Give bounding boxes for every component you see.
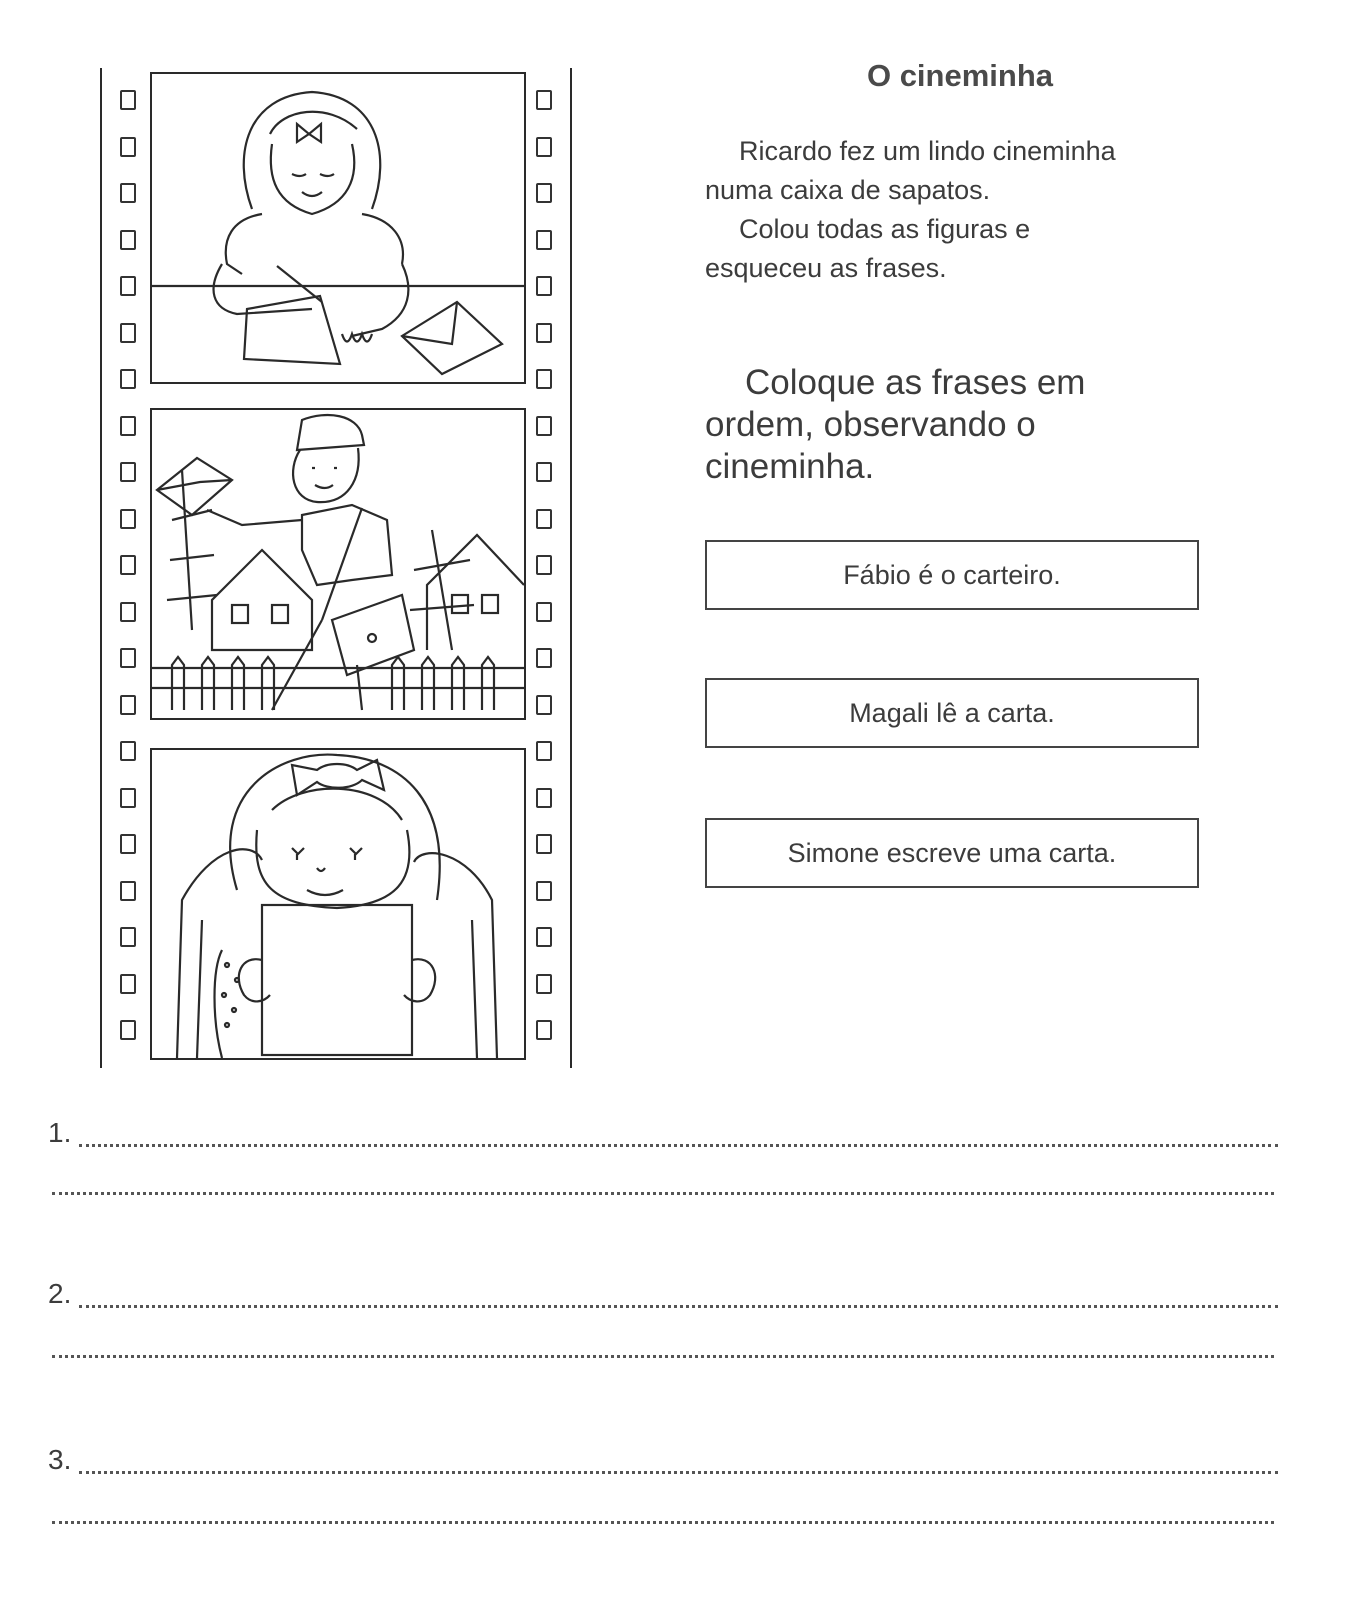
sprocket-column-right: [536, 90, 554, 1067]
sprocket-hole: [536, 1020, 552, 1040]
intro-line: esqueceu as frases.: [705, 253, 947, 283]
sentence-card-magali: Magali lê a carta.: [705, 678, 1199, 748]
sprocket-hole: [120, 602, 136, 622]
sentence-card-simone: Simone escreve uma carta.: [705, 818, 1199, 888]
dotted-line: [79, 1451, 1278, 1474]
answer-line-2-continuation[interactable]: [52, 1355, 1274, 1358]
sprocket-hole: [120, 788, 136, 808]
sprocket-hole: [120, 276, 136, 296]
sprocket-hole: [536, 462, 552, 482]
sprocket-hole: [536, 695, 552, 715]
sprocket-hole: [120, 230, 136, 250]
instruction-label: Coloque as frases em ordem, observando o cineminha.: [705, 363, 1086, 486]
answer-number: 3.: [48, 1444, 72, 1475]
film-frame-girl-writing: [150, 72, 526, 384]
sprocket-hole: [120, 555, 136, 575]
sprocket-hole: [536, 602, 552, 622]
answer-number: 2.: [48, 1278, 72, 1309]
sprocket-hole: [536, 881, 552, 901]
sprocket-hole: [536, 648, 552, 668]
intro-line: numa caixa de sapatos.: [705, 175, 991, 205]
sprocket-hole: [536, 927, 552, 947]
filmstrip: [100, 68, 572, 1068]
sprocket-hole: [536, 788, 552, 808]
answer-line-1[interactable]: [48, 1117, 1278, 1147]
girl-writing-illustration: [152, 74, 524, 382]
worksheet-title: O cineminha: [866, 58, 1054, 93]
answer-number: 1.: [48, 1117, 72, 1148]
mailman-illustration: [152, 410, 524, 718]
sprocket-hole: [536, 555, 552, 575]
sprocket-hole: [120, 648, 136, 668]
film-frame-mailman: [150, 408, 526, 720]
sprocket-hole: [120, 741, 136, 761]
sprocket-hole: [120, 90, 136, 110]
sprocket-hole: [536, 276, 552, 296]
sprocket-hole: [120, 927, 136, 947]
intro-paragraph: [705, 132, 1225, 288]
sprocket-hole: [536, 369, 552, 389]
sprocket-hole: [120, 462, 136, 482]
sprocket-hole: [536, 230, 552, 250]
sprocket-hole: [120, 695, 136, 715]
girl-reading-illustration: [152, 750, 524, 1058]
sprocket-hole: [536, 90, 552, 110]
sprocket-hole: [536, 137, 552, 157]
sprocket-hole: [120, 416, 136, 436]
dotted-line: [79, 1124, 1278, 1147]
sprocket-hole: [120, 183, 136, 203]
sprocket-hole: [120, 137, 136, 157]
film-frame-girl-reading: [150, 748, 526, 1060]
sprocket-hole: [536, 183, 552, 203]
sprocket-hole: [536, 834, 552, 854]
instruction-text: [705, 362, 1175, 488]
intro-line: Colou todas as figuras e: [739, 214, 1031, 244]
answer-line-3[interactable]: [48, 1444, 1278, 1474]
answer-line-3-continuation[interactable]: [52, 1521, 1274, 1524]
sprocket-hole: [536, 741, 552, 761]
sprocket-hole: [120, 881, 136, 901]
sprocket-hole: [536, 416, 552, 436]
sprocket-hole: [536, 323, 552, 343]
sprocket-hole: [120, 369, 136, 389]
sprocket-hole: [120, 974, 136, 994]
film-edge-left: [100, 68, 102, 1068]
sprocket-hole: [120, 323, 136, 343]
film-edge-right: [570, 68, 572, 1068]
answer-line-1-continuation[interactable]: [52, 1192, 1274, 1195]
intro-line: Ricardo fez um lindo cineminha: [739, 136, 1116, 166]
sprocket-column-left: [120, 90, 138, 1067]
sprocket-hole: [536, 509, 552, 529]
sentence-card-carteiro: Fábio é o carteiro.: [705, 540, 1199, 610]
sprocket-hole: [120, 834, 136, 854]
sprocket-hole: [120, 1020, 136, 1040]
sprocket-hole: [120, 509, 136, 529]
dotted-line: [79, 1285, 1278, 1308]
answer-line-2[interactable]: [48, 1278, 1278, 1308]
sprocket-hole: [536, 974, 552, 994]
